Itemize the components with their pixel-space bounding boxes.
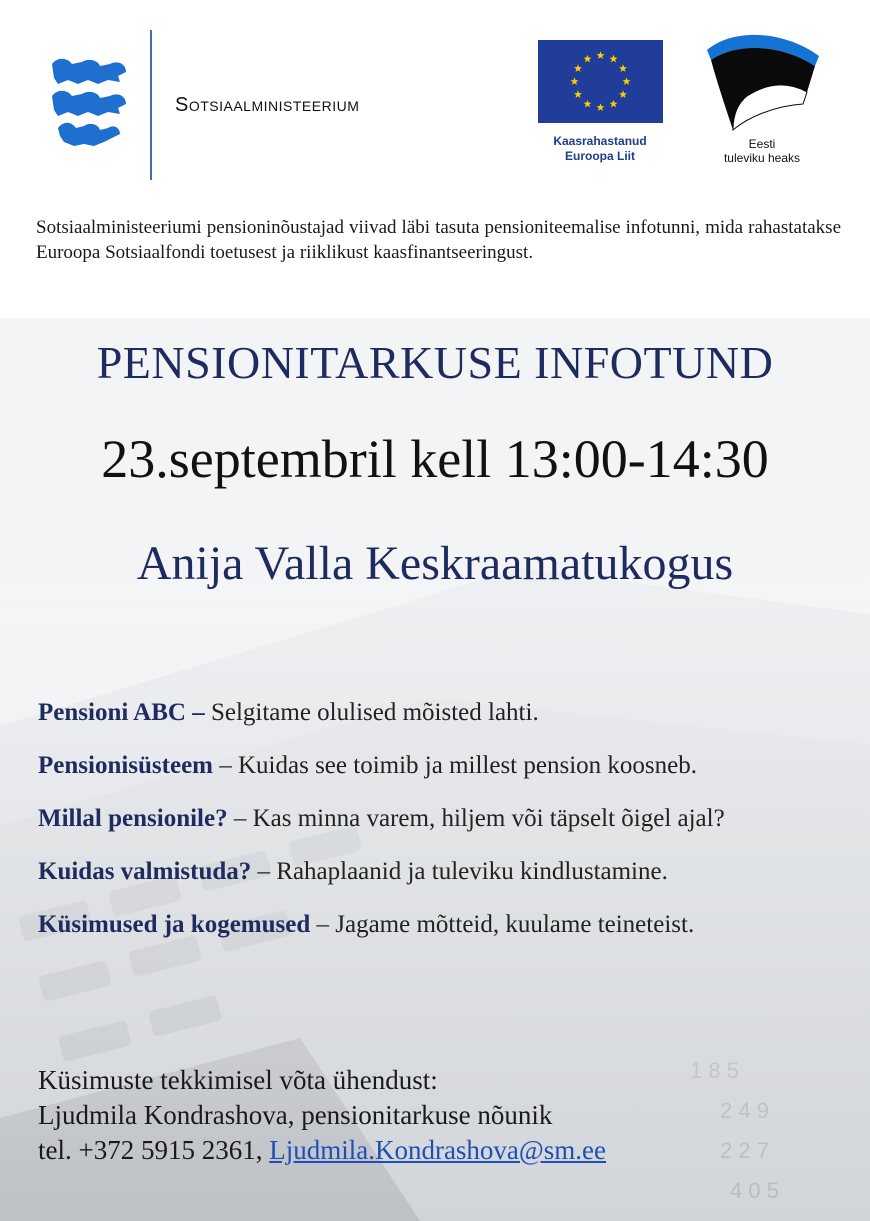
header-divider	[150, 30, 152, 180]
topic-description: – Kuidas see toimib ja millest pension koosneb.	[213, 752, 697, 779]
topics-list	[38, 698, 858, 963]
contact-block	[38, 1063, 858, 1168]
list-item	[38, 698, 858, 728]
topic-description: – Kas minna varem, hiljem või täpselt õigel ajal?	[227, 805, 725, 832]
topic-name: Pensionisüsteem	[38, 752, 213, 779]
list-item	[38, 804, 858, 834]
estonia-future-logo-icon	[703, 32, 823, 132]
topic-description: – Rahaplaanid ja tuleviku kindlustamine.	[251, 858, 668, 885]
contact-email-link[interactable]: Ljudmila.Kondrashova@sm.ee	[269, 1135, 607, 1165]
event-title: PENSIONITARKUSE INFOTUND	[96, 337, 774, 388]
eu-caption-line1: Kaasrahastanud	[553, 134, 647, 148]
header	[0, 0, 870, 200]
topic-name: Millal pensionile?	[38, 805, 228, 832]
contact-person: Ljudmila Kondrashova, pensionitarkuse nõunik	[38, 1100, 553, 1130]
event-datetime: 23.septembril kell 13:00-14:30	[101, 429, 769, 489]
eu-caption-line2: Euroopa Liit	[565, 149, 635, 163]
eu-flag-icon	[538, 40, 663, 123]
ee-caption-line2: tuleviku heaks	[723, 151, 801, 165]
estonian-coat-of-arms-icon	[48, 52, 130, 156]
intro-paragraph: Sotsiaalministeeriumi pensioninõustajad viivad läbi tasuta pensioniteemalise infotunni, mida rahastatakse Euroopa Sotsiaalfondi toetusest ja riiklikust kaasfinantseeringust.	[36, 217, 841, 263]
topic-name: Kuidas valmistuda?	[38, 858, 252, 885]
ministry-name: Sotsiaalministeerium	[175, 94, 360, 116]
ee-caption-line1: Eesti	[748, 137, 776, 151]
ee-caption	[697, 137, 827, 165]
event-venue: Anija Valla Keskraamatukogus	[136, 537, 734, 590]
contact-phone: tel. +372 5915 2361,	[38, 1135, 270, 1165]
contact-line	[38, 1133, 858, 1168]
topic-description: Selgitame olulised mõisted lahti.	[204, 699, 539, 726]
list-item	[38, 751, 858, 781]
list-item	[38, 857, 858, 887]
topic-name: Küsimused ja kogemused	[38, 911, 311, 938]
list-item	[38, 910, 858, 940]
topic-description: – Jagame mõtteid, kuulame teineteist.	[310, 911, 695, 938]
eu-caption	[520, 134, 680, 164]
contact-intro: Küsimuste tekkimisel võta ühendust:	[38, 1065, 438, 1095]
topic-name: Pensioni ABC –	[38, 699, 205, 726]
